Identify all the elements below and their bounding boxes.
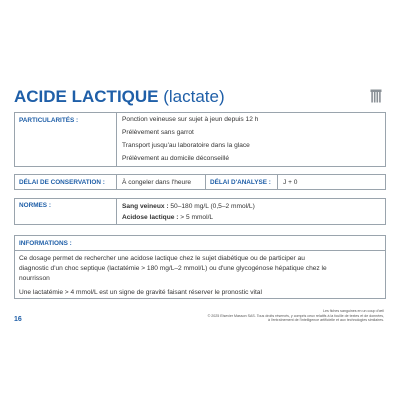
normes-acidose bbox=[122, 213, 213, 222]
particularites-list bbox=[122, 115, 258, 163]
normes-sang-veineux-value: 50–180 mg/L (0,5–2 mmol/L) bbox=[168, 203, 255, 210]
conservation-label: DÉLAI DE CONSERVATION : bbox=[19, 179, 105, 186]
info-line: nourrisson bbox=[19, 275, 50, 282]
title-main: ACIDE LACTIQUE bbox=[14, 87, 159, 106]
normes-sang-veineux-label: Sang veineux : bbox=[122, 203, 169, 210]
normes-acidose-value: > 5 mmol/L bbox=[178, 214, 214, 221]
info-line: diagnostic d'un choc septique (lactatémie > 180 mg/L–2 mmol/L) ou d'une glycogénose hépatique chez le bbox=[19, 265, 327, 272]
analyse-value: J + 0 bbox=[283, 179, 298, 186]
info-line: Une lactatémie > 4 mmol/L est un signe de gravité faisant réserver le pronostic vital bbox=[19, 289, 262, 296]
footer-line: © 2025 Elsevier Masson SAS. Tous droits réservés, y compris ceux relatifs à la fouille de textes et de données, bbox=[207, 313, 384, 318]
analyse-label: DÉLAI D'ANALYSE : bbox=[210, 179, 271, 186]
particularites-section bbox=[14, 112, 386, 167]
page-title bbox=[14, 87, 225, 107]
list-item: Ponction veineuse sur sujet à jeun depuis 12 h bbox=[122, 116, 259, 123]
footer-line: Les fiches sanguines en un coup d'œil bbox=[322, 309, 384, 313]
footer-copyright bbox=[208, 309, 384, 323]
title-subtitle: (lactate) bbox=[163, 87, 225, 106]
conservation-value: À congeler dans l'heure bbox=[122, 179, 192, 186]
blood-tube-icon bbox=[370, 89, 382, 103]
footer-line: à l'entraînement de l'intelligence artificielle et aux technologies similaires. bbox=[267, 318, 384, 323]
normes-section bbox=[14, 198, 386, 225]
particularites-label: PARTICULARITÉS : bbox=[19, 117, 79, 124]
delais-section bbox=[14, 174, 386, 190]
normes-acidose-label: Acidose lactique : bbox=[122, 214, 179, 221]
page-number: 16 bbox=[14, 316, 22, 323]
list-item: Prélèvement au domicile déconseillé bbox=[122, 155, 230, 162]
info-line: Ce dosage permet de rechercher une acidose lactique chez le sujet diabétique ou de participer au bbox=[19, 255, 305, 262]
normes-sang-veineux bbox=[122, 202, 255, 211]
informations-label: INFORMATIONS : bbox=[19, 240, 72, 247]
list-item: Prélèvement sans garrot bbox=[122, 129, 194, 136]
list-item: Transport jusqu'au laboratoire dans la glace bbox=[122, 142, 250, 149]
informations-section bbox=[14, 235, 386, 299]
informations-text bbox=[19, 254, 327, 298]
normes-label: NORMES : bbox=[19, 202, 51, 209]
